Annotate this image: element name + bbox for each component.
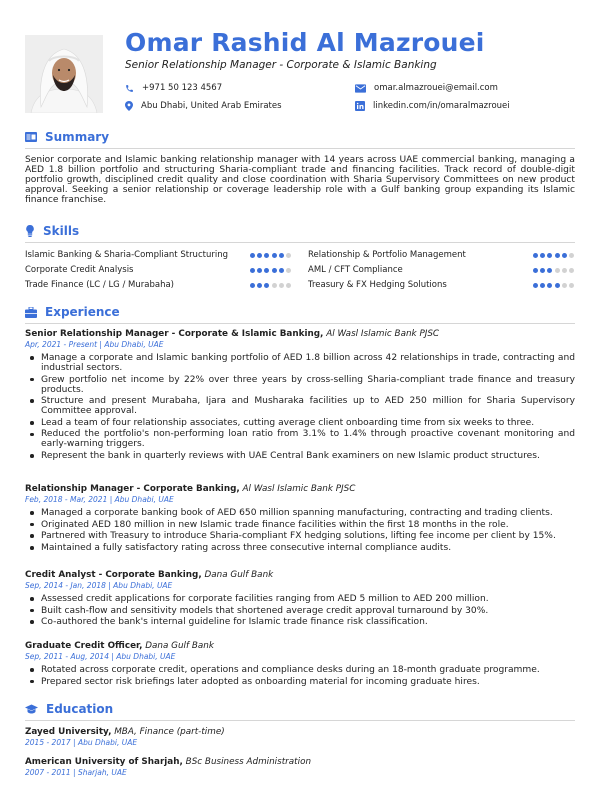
job-bullet: Prepared sector risk briefings later adopted as onboarding material for incoming graduate hires. [25, 677, 575, 687]
job-role: Graduate Credit Officer, [25, 641, 143, 651]
rating-dot [547, 253, 552, 258]
job-heading [25, 641, 214, 651]
skills-icon [25, 225, 35, 237]
education-heading-text: Education [46, 702, 114, 716]
rating-dot [555, 253, 560, 258]
job-bullets [25, 594, 575, 629]
job-dates-location: Sep, 2014 - Jan, 2018 | Abu Dhabi, UAE [25, 581, 173, 590]
rating-dot [540, 283, 545, 288]
job-role: Credit Analyst - Corporate Banking, [25, 570, 202, 580]
rating-dot [540, 253, 545, 258]
education-heading-line [25, 757, 311, 767]
job-employer: Al Wasl Islamic Bank PJSC [326, 329, 440, 339]
job-employer: Dana Gulf Bank [145, 641, 214, 651]
job-bullets [25, 665, 575, 688]
rating-dot [279, 268, 284, 273]
job-heading [25, 484, 355, 494]
rating-dot [250, 253, 255, 258]
skill-item [308, 265, 574, 275]
location-icon [125, 101, 133, 111]
contact-location [125, 101, 282, 111]
rating-dot [569, 283, 574, 288]
rating-dot [279, 283, 284, 288]
skills-divider [25, 242, 575, 243]
job-bullet: Represent the bank in quarterly reviews with UAE Central Bank examiners on new Islamic product structures. [25, 451, 575, 461]
skills-heading [25, 224, 79, 238]
skill-rating [531, 283, 574, 288]
experience-heading-text: Experience [45, 305, 120, 319]
job-dates-location: Sep, 2011 - Aug, 2014 | Abu Dhabi, UAE [25, 652, 176, 661]
rating-dot [533, 268, 538, 273]
education-icon [25, 704, 38, 714]
summary-icon [25, 132, 37, 142]
summary-text: Senior corporate and Islamic banking relationship manager with 14 years across UAE commercial banking, managing a AED 1.8 billion portfolio and structuring Sharia-compliant trade and financing facilities. Track record of double-digit portfolio growth, disciplined credit quality and close coordination with Sharia Supervisory Committees on new product approval. Seeking a senior relationship or coverage leadership role with a Gulf banking group expanding its Islamic finance franchise. [25, 155, 575, 205]
job-bullet: Assessed credit applications for corporate facilities ranging from AED 5 million to AED 200 million. [25, 594, 575, 604]
skill-label: Relationship & Portfolio Management [308, 250, 466, 260]
profile-photo [25, 35, 103, 113]
location-text: Abu Dhabi, United Arab Emirates [141, 101, 282, 111]
job-employer: Dana Gulf Bank [204, 570, 274, 580]
summary-heading [25, 130, 109, 144]
job-bullet: Lead a team of four relationship associates, cutting average client onboarding time from six weeks to three. [25, 418, 575, 428]
job-bullet: Maintained a fully satisfactory rating across three consecutive internal compliance audits. [25, 543, 575, 553]
rating-dot [257, 253, 262, 258]
rating-dot [562, 268, 567, 273]
rating-dot [533, 283, 538, 288]
skill-item [25, 280, 291, 290]
job-bullet: Grew portfolio net income by 22% over three years by cross-selling Sharia-compliant trade finance and treasury products. [25, 375, 575, 395]
education-degree: MBA, Finance (part-time) [114, 727, 225, 737]
job-employer: Al Wasl Islamic Bank PJSC [242, 484, 356, 494]
rating-dot [264, 253, 269, 258]
rating-dot [569, 253, 574, 258]
job-bullet: Reduced the portfolio's non-performing loan ratio from 3.1% to 1.4% through proactive covenant monitoring and early-warning triggers. [25, 429, 575, 449]
resume-header [25, 30, 575, 118]
skill-item [308, 250, 574, 260]
rating-dot [272, 268, 277, 273]
experience-icon [25, 307, 37, 318]
skill-rating [531, 253, 574, 258]
education-heading-line [25, 727, 225, 737]
job-heading [25, 329, 439, 339]
job-heading [25, 570, 273, 580]
job-dates-location: Apr, 2021 - Present | Abu Dhabi, UAE [25, 340, 164, 349]
job-bullet: Co-authored the bank's internal guideline for Islamic trade finance risk classification. [25, 617, 575, 627]
email-icon [355, 84, 366, 93]
contact-phone [125, 83, 222, 93]
job-bullet: Built cash-flow and sensitivity models that shortened average credit approval turnaround by 30%. [25, 606, 575, 616]
rating-dot [250, 283, 255, 288]
education-dates-location: 2015 - 2017 | Abu Dhabi, UAE [25, 738, 138, 747]
rating-dot [562, 283, 567, 288]
candidate-title: Senior Relationship Manager - Corporate & Islamic Banking [125, 59, 437, 71]
skill-label: Trade Finance (LC / LG / Murabaha) [25, 280, 174, 290]
skills-heading-text: Skills [43, 224, 80, 238]
job-dates-location: Feb, 2018 - Mar, 2021 | Abu Dhabi, UAE [25, 495, 174, 504]
job-role: Senior Relationship Manager - Corporate & Islamic Banking, [25, 329, 324, 339]
linkedin-text[interactable]: linkedin.com/in/omaralmazrouei [373, 101, 510, 111]
skill-item [25, 265, 291, 275]
job-bullet: Managed a corporate banking book of AED 650 million spanning manufacturing, contracting and trading clients. [25, 508, 575, 518]
phone-text: +971 50 123 4567 [142, 83, 223, 93]
skill-label: Corporate Credit Analysis [25, 265, 134, 275]
rating-dot [250, 268, 255, 273]
email-text[interactable]: omar.almazrouei@email.com [374, 83, 498, 93]
education-divider [25, 720, 575, 721]
rating-dot [264, 283, 269, 288]
job-role: Relationship Manager - Corporate Banking, [25, 484, 240, 494]
education-heading [25, 702, 113, 716]
rating-dot [562, 253, 567, 258]
job-bullets [25, 353, 575, 463]
education-school: American University of Sharjah, [25, 757, 183, 767]
skill-rating [248, 268, 291, 273]
experience-heading [25, 305, 120, 319]
skill-label: AML / CFT Compliance [308, 265, 403, 275]
education-school: Zayed University, [25, 727, 112, 737]
job-bullet: Rotated across corporate credit, operations and compliance desks during an 18-month graduate programme. [25, 665, 575, 675]
rating-dot [547, 268, 552, 273]
rating-dot [257, 283, 262, 288]
education-degree: BSc Business Administration [185, 757, 312, 767]
rating-dot [272, 253, 277, 258]
skill-label: Treasury & FX Hedging Solutions [308, 280, 447, 290]
rating-dot [286, 268, 291, 273]
rating-dot [547, 283, 552, 288]
job-bullet: Originated AED 180 million in new Islamic trade finance facilities within the first 18 months in the role. [25, 520, 575, 530]
skill-item [308, 280, 574, 290]
rating-dot [555, 283, 560, 288]
rating-dot [286, 283, 291, 288]
job-bullet: Structure and present Murabaha, Ijara and Musharaka facilities up to AED 250 million for Sharia Supervisory Committee approval. [25, 396, 575, 416]
skill-item [25, 250, 291, 260]
skill-rating [248, 253, 291, 258]
skill-label: Islamic Banking & Sharia-Compliant Structuring [25, 250, 228, 260]
rating-dot [569, 268, 574, 273]
contact-email[interactable] [355, 83, 498, 93]
skill-rating [248, 283, 291, 288]
rating-dot [533, 253, 538, 258]
rating-dot [555, 268, 560, 273]
job-bullet: Partnered with Treasury to introduce Sharia-compliant FX hedging solutions, lifting fee income per client by 15%. [25, 531, 575, 541]
rating-dot [540, 268, 545, 273]
job-bullet: Manage a corporate and Islamic banking portfolio of AED 1.8 billion across 42 relationships in trade, contracting and industrial sectors. [25, 353, 575, 373]
rating-dot [279, 253, 284, 258]
summary-heading-text: Summary [45, 130, 110, 144]
summary-divider [25, 148, 575, 149]
experience-divider [25, 323, 575, 324]
skill-rating [531, 268, 574, 273]
rating-dot [272, 283, 277, 288]
linkedin-icon [355, 101, 365, 111]
candidate-name: Omar Rashid Al Mazrouei [125, 28, 485, 57]
job-bullets [25, 508, 575, 554]
contact-linkedin[interactable] [355, 101, 510, 111]
rating-dot [286, 253, 291, 258]
rating-dot [257, 268, 262, 273]
rating-dot [264, 268, 269, 273]
education-dates-location: 2007 - 2011 | Sharjah, UAE [25, 768, 127, 777]
phone-icon [125, 84, 134, 93]
